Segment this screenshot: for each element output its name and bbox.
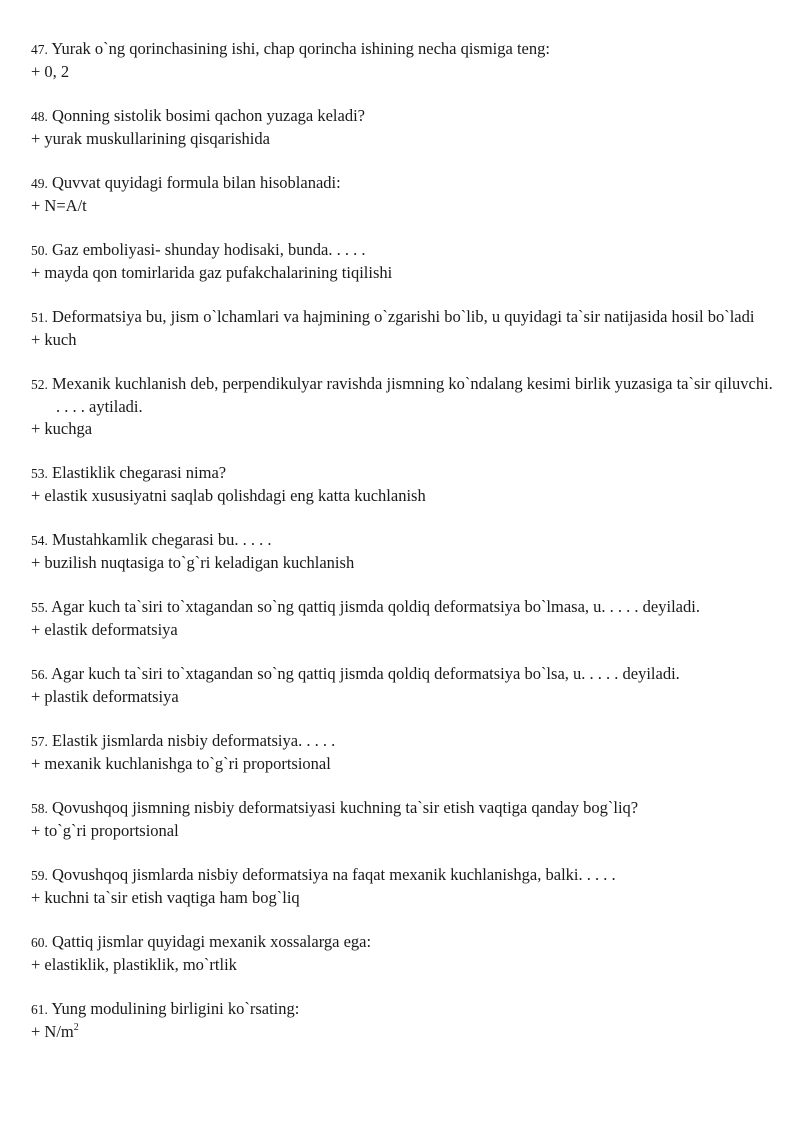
question-text	[31, 172, 776, 195]
question-text	[31, 306, 776, 329]
question-number: 54.	[31, 533, 48, 548]
answer-text: + buzilish nuqtasiga to`g`ri keladigan kuchlanish	[31, 553, 355, 572]
answer-text: + mayda qon tomirlarida gaz pufakchalarining tiqilishi	[31, 263, 393, 282]
answer-text: + kuchga	[31, 419, 93, 438]
question-body: Elastik jismlarda nisbiy deformatsiya. . . . .	[52, 731, 336, 750]
answer-text: + plastik deformatsiya	[31, 687, 179, 706]
question-text	[31, 998, 776, 1021]
answer-text: + kuch	[31, 330, 77, 349]
answer-text: + elastiklik, plastiklik, mo`rtlik	[31, 955, 237, 974]
question-number: 47.	[31, 42, 48, 57]
question-body: Mustahkamlik chegarasi bu. . . . .	[52, 530, 272, 549]
question-list	[31, 38, 776, 1065]
question-item-47	[31, 38, 776, 83]
answer-text	[31, 1021, 776, 1043]
question-item-55	[31, 596, 776, 641]
question-item-53	[31, 462, 776, 507]
question-item-60	[31, 931, 776, 976]
question-number: 58.	[31, 801, 48, 816]
question-number: 48.	[31, 109, 48, 124]
answer-text: + mexanik kuchlanishga to`g`ri proportsional	[31, 754, 331, 773]
answer-superscript: 2	[73, 1021, 79, 1033]
answer-text: + to`g`ri proportsional	[31, 821, 179, 840]
question-text	[31, 462, 776, 485]
question-text	[31, 373, 776, 418]
question-item-57	[31, 730, 776, 775]
question-body: Qonning sistolik bosimi qachon yuzaga keladi?	[52, 106, 365, 125]
question-item-54	[31, 529, 776, 574]
question-item-58	[31, 797, 776, 842]
question-item-52	[31, 373, 776, 440]
question-body: Agar kuch ta`siri to`xtagandan so`ng qattiq jismda qoldiq deformatsiya bo`lmasa, u. . . . . deyiladi.	[51, 597, 700, 616]
answer-text: + yurak muskullarining qisqarishida	[31, 129, 270, 148]
question-text	[31, 864, 776, 887]
question-item-50	[31, 239, 776, 284]
question-item-48	[31, 105, 776, 150]
question-number: 53.	[31, 466, 48, 481]
answer-text: + elastik xususiyatni saqlab qolishdagi eng katta kuchlanish	[31, 486, 426, 505]
question-number: 51.	[31, 310, 48, 325]
answer-text: + N=A/t	[31, 196, 87, 215]
question-text	[31, 105, 776, 128]
answer-text: + kuchni ta`sir etish vaqtiga ham bog`liq	[31, 888, 300, 907]
question-text	[31, 239, 776, 262]
question-item-61	[31, 998, 776, 1043]
answer-text: + 0, 2	[31, 62, 70, 81]
question-body: Qovushqoq jismning nisbiy deformatsiyasi kuchning ta`sir etish vaqtiga qanday bog`liq?	[52, 798, 639, 817]
question-number: 52.	[31, 377, 48, 392]
question-body: Elastiklik chegarasi nima?	[52, 463, 227, 482]
question-body: Yurak o`ng qorinchasining ishi, chap qorincha ishining necha qismiga teng:	[51, 39, 550, 58]
question-text	[31, 596, 776, 619]
question-body: Gaz emboliyasi- shunday hodisaki, bunda. . . . .	[52, 240, 366, 259]
question-text	[31, 797, 776, 820]
question-number: 60.	[31, 935, 48, 950]
answer-text: + elastik deformatsiya	[31, 620, 178, 639]
question-text	[31, 663, 776, 686]
question-body: Agar kuch ta`siri to`xtagandan so`ng qattiq jismda qoldiq deformatsiya bo`lsa, u. . . . . deyiladi.	[51, 664, 680, 683]
question-body: Deformatsiya bu, jism o`lchamlari va hajmining o`zgarishi bo`lib, u quyidagi ta`sir natijasida hosil bo`ladi	[52, 307, 755, 326]
question-number: 55.	[31, 600, 48, 615]
answer-main: + N/m	[31, 1022, 74, 1041]
question-number: 50.	[31, 243, 48, 258]
question-text	[31, 730, 776, 753]
question-text	[31, 931, 776, 954]
question-item-49	[31, 172, 776, 217]
question-number: 59.	[31, 868, 48, 883]
question-item-59	[31, 864, 776, 909]
question-body: Mexanik kuchlanish deb, perpendikulyar ravishda jismning ko`ndalang kesimi birlik yuzasiga ta`sir qiluvchi. . . . . aytiladi.	[52, 374, 773, 416]
question-number: 49.	[31, 176, 48, 191]
question-item-56	[31, 663, 776, 708]
question-item-51	[31, 306, 776, 351]
question-body: Qovushqoq jismlarda nisbiy deformatsiya na faqat mexanik kuchlanishga, balki. . . . .	[52, 865, 616, 884]
question-body: Yung modulining birligini ko`rsating:	[51, 999, 300, 1018]
question-text	[31, 38, 776, 61]
question-number: 61.	[31, 1002, 48, 1017]
question-body: Qattiq jismlar quyidagi mexanik xossalarga ega:	[52, 932, 372, 951]
question-text	[31, 529, 776, 552]
question-number: 56.	[31, 667, 48, 682]
question-body: Quvvat quyidagi formula bilan hisoblanadi:	[52, 173, 341, 192]
question-number: 57.	[31, 734, 48, 749]
